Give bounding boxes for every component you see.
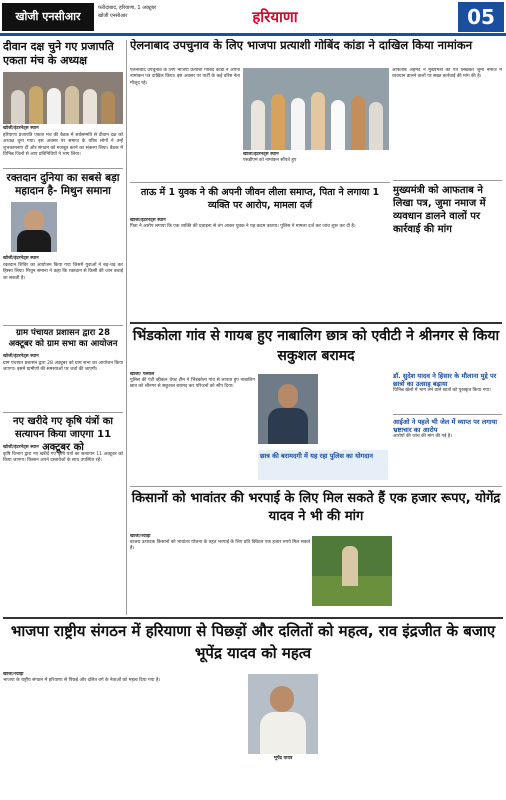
masthead-tagline: खोजी एनसीआर bbox=[98, 13, 128, 19]
byline: खोजी/इंटरनेट्स स्थान bbox=[3, 256, 39, 261]
byline: खोजी/इंटरनेट्स स्थान bbox=[3, 445, 39, 450]
headline: रक्तदान दुनिया का सबसे बड़ा महादान है- मिथुन समाना bbox=[6, 172, 120, 197]
student-photo bbox=[258, 374, 318, 444]
nomination-photo bbox=[243, 68, 389, 150]
byline: खोजी/रेवाड़ी bbox=[130, 534, 151, 539]
side-story-2 bbox=[393, 418, 502, 478]
headline: ऐलनाबाद उपचुनाव के लिए भाजपा प्रत्याशी गोबिंद कांडा ने दाखिल किया नामांकन bbox=[130, 39, 473, 52]
photo-caption: एसडीएम को नामांकन सौंपते हुए bbox=[243, 158, 297, 163]
headline: दीवान दक्ष चुने गए प्रजापति एकता मंच के अध्यक्ष bbox=[3, 40, 114, 67]
story-kisan-body bbox=[130, 534, 310, 614]
body: भाजपा के राष्ट्रीय संगठन में हरियाणा से पिछड़े और दलित वर्ग के नेताओं को महत्व दिया गया है। bbox=[3, 678, 161, 683]
headline: ग्राम पंचायत प्रशासन द्वारा 28 अक्टूबर को ग्राम सभा का आयोजन bbox=[8, 328, 118, 349]
story-ellenabad-sub bbox=[243, 152, 389, 178]
headline: नए खरीदे गए कृषि यंत्रों का सत्यापन किया जाएगा 11 अक्टूबर को bbox=[12, 416, 114, 453]
body: आफताब अहमद ने मुख्यमंत्री को पत्र लिखकर जुमा नमाज में व्यवधान डालने वालों पर सख्त कार्रवाई की मांग की है। bbox=[392, 68, 502, 80]
byline: खोजी/इंटरनेट्स स्थान bbox=[3, 126, 39, 131]
masthead bbox=[0, 0, 506, 36]
body: आरोपों की जांच की मांग की गई है। bbox=[393, 434, 452, 439]
box-title: छात्र की बरामदगी में यह रहा पुलिस का योगदान bbox=[260, 452, 373, 460]
farm-photo bbox=[312, 536, 392, 606]
story-ellenabad-headline bbox=[130, 39, 502, 65]
newspaper-logo: खोजी एनसीआर bbox=[2, 3, 94, 31]
photo-caption: भूपेंद्र यादव bbox=[273, 756, 293, 761]
headline: आईओ ने पहले भी जेल में व्याप्त पर लगाया भ्रष्टाचार का आरोप bbox=[393, 418, 498, 434]
body: रक्तदान शिविर का आयोजन किया गया जिसमें युवाओं ने बढ़-चढ़ कर हिस्सा लिया। मिथुन समाना ने कहा कि रक्तदान से किसी की जान बचाई जा सकती है। bbox=[3, 263, 123, 281]
story-bjp-body bbox=[3, 672, 243, 796]
headline: किसानों को भावांतर की भरपाई के लिए मिल सकते हैं एक हजार रूपए, योगेंद्र यादव ने भी की मांग bbox=[131, 491, 501, 524]
headline: भिंडकोला गांव से गायब हुए नाबालिग छात्र को एवीटी ने श्रीनगर से किया सकुशल बरामद bbox=[132, 328, 500, 364]
story-kisan-headline bbox=[130, 490, 502, 530]
section-title: हरियाणा bbox=[252, 8, 298, 26]
story-aftab bbox=[393, 184, 502, 244]
story-tau-headline bbox=[130, 186, 390, 214]
story-bhindkola-body bbox=[130, 372, 255, 482]
page-number: 05 bbox=[458, 2, 504, 32]
group-photo bbox=[3, 72, 123, 124]
story-bjp-headline bbox=[3, 620, 503, 668]
headline: भाजपा राष्ट्रीय संगठन में हरियाणा से पिछड़ों और दलितों को महत्व, राव इंद्रजीत के बजाए भूपेंद्र यादव को महत्व bbox=[10, 622, 496, 662]
story-aftab-body bbox=[392, 68, 502, 178]
body: कृषि विभाग द्वारा नए खरीदे गए कृषि यंत्रों का सत्यापन 11 अक्टूबर को किया जाएगा। किसान अपने दस्तावेजों के साथ उपस्थित रहें। bbox=[3, 452, 123, 464]
story-bhindkola-headline bbox=[130, 326, 502, 370]
masthead-date: फरीदाबाद, हरियाणा, 1 अक्टूबर bbox=[98, 5, 157, 11]
side-story-1 bbox=[393, 372, 502, 412]
byline: खोजी/इंटरनेट्स स्थान bbox=[130, 218, 166, 223]
story-krishi-yantra bbox=[3, 415, 123, 615]
portrait-photo bbox=[11, 202, 57, 252]
body: पिता ने आरोप लगाया कि एक व्यक्ति की प्रताड़ना से तंग आकर युवक ने यह कदम उठाया। पुलिस ने मामला दर्ज कर जांच शुरू कर दी है। bbox=[130, 224, 356, 229]
body: हरियाणा प्रजापति एकता मंच की बैठक में सर्वसम्मति से दीवान दक्ष को अध्यक्ष चुना गया। इस अवसर पर समाज के वरिष्ठ लोगों ने उन्हें शुभकामनाएं दीं और संगठन को मजबूत करने का संकल्प लिया। बैठक में विभिन्न जिलों से आए प्रतिनिधियों ने भाग लिया। bbox=[3, 133, 123, 158]
byline: खोजी/रेवाड़ी bbox=[3, 672, 24, 677]
story-prajapati bbox=[3, 40, 123, 165]
story-gram-sabha bbox=[3, 328, 123, 410]
story-blood-donation bbox=[3, 172, 123, 322]
masthead-info bbox=[98, 4, 208, 20]
headline: डॉ. सुदेश यादव ने हिसार के मौलाना मुद्दे पर छात्रों का उत्साह बढ़ाया bbox=[393, 372, 497, 388]
info-box bbox=[258, 450, 388, 480]
body: पुलिस की एंटी व्हीकल थेफ्ट टीम ने भिंडकोला गांव से लापता हुए नाबालिग छात्र को श्रीनगर से सकुशल बरामद कर परिजनों को सौंप दिया। bbox=[130, 378, 255, 390]
body: बाजरा उत्पादक किसानों को भावांतर योजना के तहत भरपाई के लिए प्रति क्विंटल एक हजार रुपये मिल सकते हैं। bbox=[130, 540, 310, 552]
body: ग्राम पंचायत प्रशासन द्वारा 28 अक्टूबर को ग्राम सभा का आयोजन किया जाएगा। इसमें ग्रामीणों की समस्याओं पर चर्चा की जाएगी। bbox=[3, 361, 123, 373]
byline: खोजी/इंटरनेट्स स्थान bbox=[243, 152, 279, 157]
byline: खोजी/ पलवल bbox=[130, 372, 155, 377]
bhupendra-photo bbox=[248, 674, 318, 754]
headline: ताऊ में 1 युवक ने की अपनी जीवन लीला समाप्त, पिता ने लगाया 1 व्यक्ति पर आरोप, मामला दर्ज bbox=[140, 187, 380, 211]
story-tau-body bbox=[130, 218, 390, 318]
body: विभिन्न खेलों में भाग लेने वाले छात्रों को पुरस्कृत किया गया। bbox=[393, 388, 491, 393]
headline: मुख्यमंत्री को आफताब ने लिखा पत्र, जुमा नमाज में व्यवधान डालने वालों पर कार्रवाई की मांग bbox=[393, 185, 486, 235]
body: ऐलनाबाद उपचुनाव के लिए भाजपा प्रत्याशी गोबिंद कांडा ने अपना नामांकन पत्र दाखिल किया। इस अवसर पर पार्टी के कई वरिष्ठ नेता मौजूद रहे। bbox=[130, 68, 240, 86]
byline: खोजी/इंटरनेट्स स्थान bbox=[3, 354, 39, 359]
story-ellenabad-body bbox=[130, 68, 240, 178]
